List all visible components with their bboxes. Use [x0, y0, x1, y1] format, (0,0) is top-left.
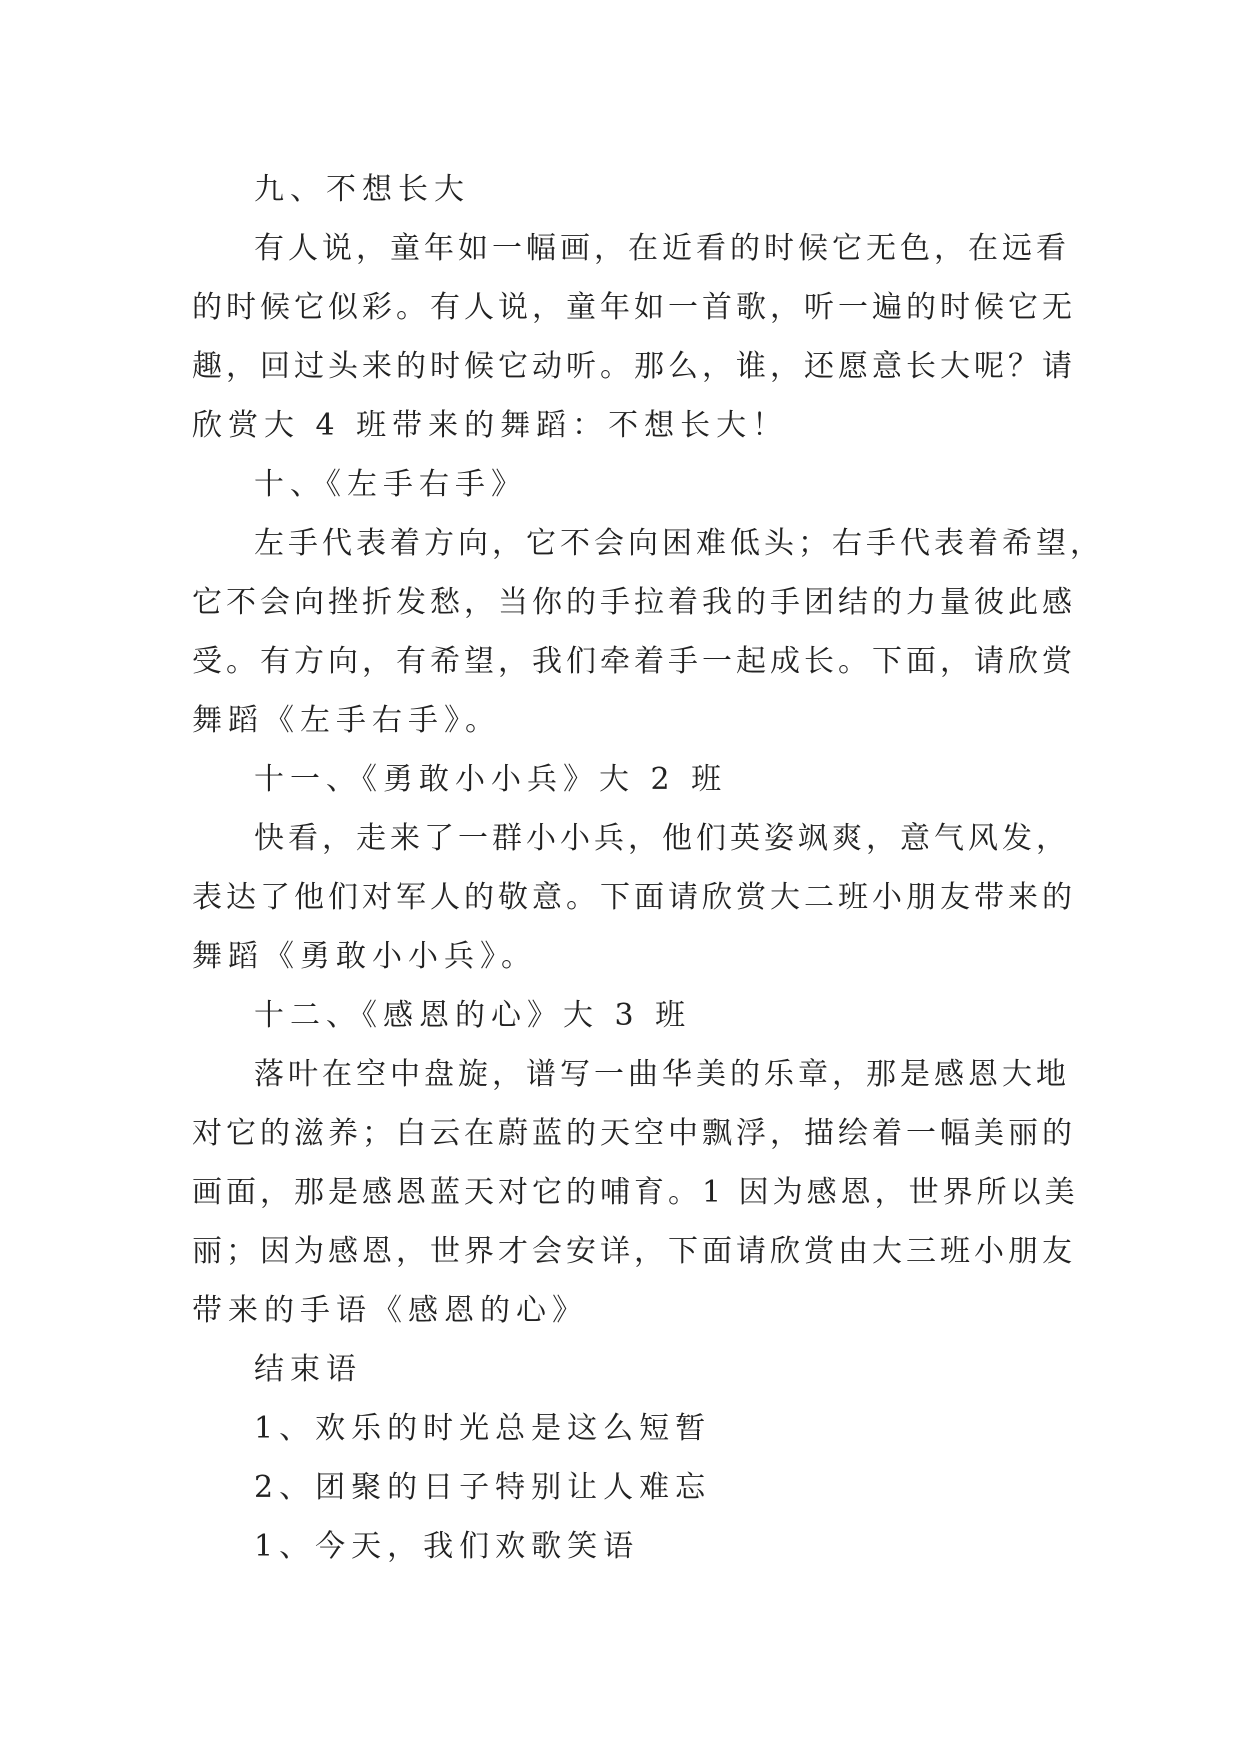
paragraph-line: 舞蹈《左手右手》。 [192, 703, 501, 738]
section-heading: 十二、《感恩的心》大 3 班 [254, 998, 692, 1033]
section-paragraph [192, 219, 1076, 455]
paragraph-line: 欣赏大 4 班带来的舞蹈：不想长大！ [192, 408, 789, 443]
section-heading: 九、不想长大 [254, 172, 470, 207]
paragraph-line: 它不会向挫折发愁，当你的手拉着我的手团结的力量彼此感 [192, 585, 1076, 620]
paragraph-line: 表达了他们对军人的敬意。下面请欣赏大二班小朋友带来的 [192, 880, 1076, 915]
section-paragraph [192, 1045, 1079, 1340]
paragraph-line: 带来的手语《感恩的心》 [192, 1293, 588, 1328]
paragraph-line: 舞蹈《勇敢小小兵》。 [192, 939, 537, 974]
paragraph-line: 左手代表着方向，它不会向困难低头；右手代表着希望， [254, 526, 1104, 561]
section-paragraph [192, 809, 1076, 986]
paragraph-line: 快看，走来了一群小小兵，他们英姿飒爽，意气风发， [254, 821, 1070, 856]
closing-item: 1、欢乐的时光总是这么短暂 [254, 1411, 712, 1446]
closing-heading: 结束语 [254, 1352, 362, 1387]
closing-item: 2、团聚的日子特别让人难忘 [254, 1470, 712, 1505]
document-body [192, 160, 1104, 1576]
paragraph-line: 的时候它似彩。有人说，童年如一首歌，听一遍的时候它无 [192, 290, 1076, 325]
paragraph-line: 受。有方向，有希望，我们牵着手一起成长。下面，请欣赏 [192, 644, 1076, 679]
paragraph-line: 有人说，童年如一幅画，在近看的时候它无色，在远看 [254, 231, 1070, 266]
section-heading: 十一、《勇敢小小兵》大 2 班 [254, 762, 728, 797]
paragraph-line: 画面，那是感恩蓝天对它的哺育。1 因为感恩，世界所以美 [192, 1175, 1079, 1210]
paragraph-line: 丽；因为感恩，世界才会安详，下面请欣赏由大三班小朋友 [192, 1234, 1076, 1269]
section-paragraph [192, 514, 1104, 750]
paragraph-line: 对它的滋养；白云在蔚蓝的天空中飘浮，描绘着一幅美丽的 [192, 1116, 1076, 1151]
paragraph-line: 落叶在空中盘旋，谱写一曲华美的乐章，那是感恩大地 [254, 1057, 1070, 1092]
closing-item: 1、今天，我们欢歌笑语 [254, 1529, 640, 1564]
paragraph-line: 趣，回过头来的时候它动听。那么，谁，还愿意长大呢？请 [192, 349, 1076, 384]
section-heading: 十、《左手右手》 [254, 467, 527, 502]
